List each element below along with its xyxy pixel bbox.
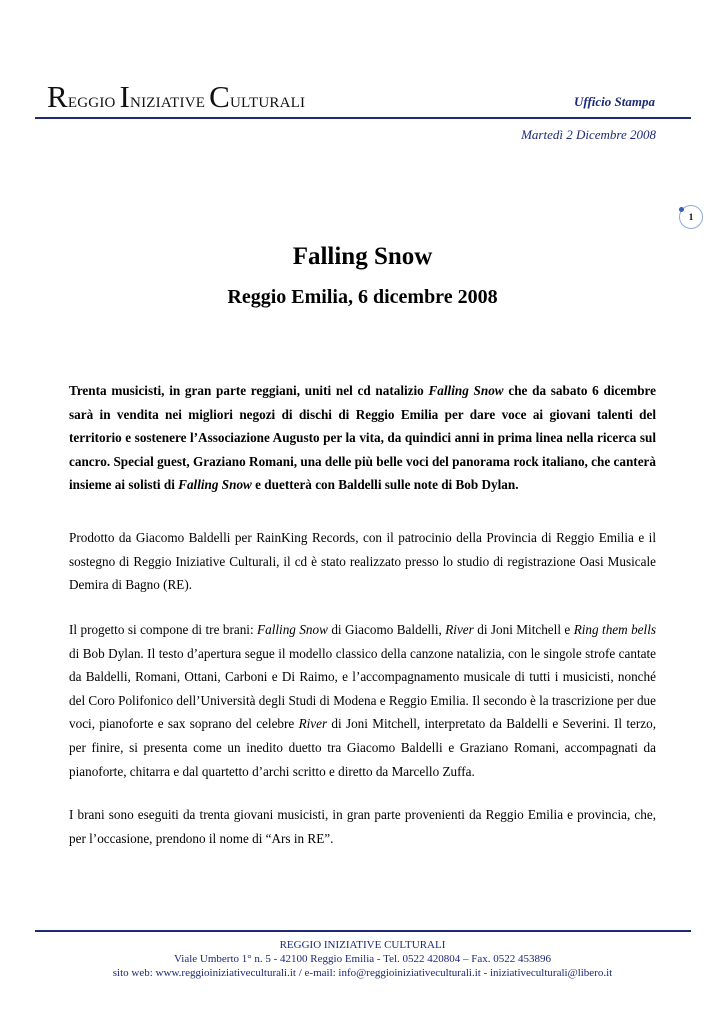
italic-run: Falling Snow	[257, 622, 328, 637]
italic-run: River	[445, 622, 474, 637]
footer-address: Viale Umberto 1° n. 5 - 42100 Reggio Emilia - Tel. 0522 420804 – Fax. 0522 453896	[173, 953, 552, 965]
text-run: di Giacomo Baldelli,	[327, 622, 446, 637]
org-initial: I	[119, 79, 131, 114]
italic-run: River	[298, 716, 328, 732]
header-divider	[35, 117, 691, 119]
page-number: 1	[688, 212, 694, 222]
org-text: EGGIO	[67, 95, 120, 111]
document-subtitle: Reggio Emilia, 6 dicembre 2008	[227, 286, 498, 308]
org-initial: C	[209, 79, 230, 114]
document-date: Martedì 2 Dicembre 2008	[521, 127, 656, 142]
footer-contacts: sito web: www.reggioiniziativeculturali.it / e-mail: info@reggioiniziativeculturali.it - iniziativeculturali@libero.it	[112, 967, 613, 979]
document-title: Falling Snow	[292, 243, 433, 270]
production-paragraph: Prodotto da Giacomo Baldelli per RainKing Records, con il patrocinio della Provincia di Reggio Emilia e il sostegno di Reggio Iniziative Culturali, il cd è stato realizzato presso lo studio di registrazione Oasi Musicale Demira di Bagno (RE).	[69, 530, 656, 593]
italic-run: Falling Snow	[428, 383, 504, 398]
organization-name	[47, 79, 306, 114]
text-run: Il progetto si compone di tre brani:	[69, 622, 258, 637]
text-run: che da sabato 6 dicembre sarà in vendita nei migliori negozi di dischi di Reggio Emilia per dare voce ai giovani talenti del territorio e sostenere l’Associazione Augusto per la vita, da quindici anni in prima linea nella ricerca sul cancro. Special guest, Graziano Romani, una delle più belle voci del panorama rock italiano, che canterà insieme ai solisti di	[69, 383, 656, 493]
text-run: e duetterà con Baldelli sulle note di Bob Dylan.	[251, 477, 519, 493]
footer-org-name: REGGIO INIZIATIVE CULTURALI	[279, 939, 446, 951]
performers-paragraph: I brani sono eseguiti da trenta giovani musicisti, in gran parte provenienti da Reggio Emilia e provincia, che, per l’occasione, prendono il nome di “Ars in RE”.	[69, 807, 656, 846]
tracks-paragraph	[69, 618, 656, 783]
office-label: Ufficio Stampa	[573, 94, 655, 109]
org-text: ULTURALI	[229, 95, 306, 111]
text-run: di Joni Mitchell, interpretato da Baldelli e Severini. Il terzo, per finire, si presenta come un inedito duetto tra Giacomo Baldelli e Graziano Romani, accompagnati da pianoforte, chitarra e dal quartetto d’archi scritto e diretto da Marcello Zuffa.	[69, 716, 656, 779]
italic-run: Falling Snow	[178, 477, 252, 493]
page-number-badge	[679, 205, 703, 229]
text-run: Trenta musicisti, in gran parte reggiani, uniti nel cd natalizio	[69, 383, 429, 398]
org-text: NIZIATIVE	[130, 95, 210, 111]
text-run: di Bob Dylan. Il testo d’apertura segue il modello classico della canzone natalizia, con le singole strofe cantate da Baldelli, Romani, Ottani, Carboni e Di Raimo, e l’accompagnamento musicale di tutti i musicisti, nonché del Coro Polifonico dell’Università degli Studi di Modena e Reggio Emilia. Il secondo è la trascrizione per due voci, pianoforte e sax soprano del celebre	[69, 645, 656, 732]
org-initial: R	[47, 79, 68, 114]
letterhead	[35, 79, 691, 116]
footer-divider	[35, 930, 691, 932]
italic-run: Ring them bells	[573, 622, 657, 637]
intro-paragraph	[69, 379, 656, 497]
text-run: di Joni Mitchell e	[473, 622, 574, 637]
badge-dot-icon	[679, 207, 684, 212]
